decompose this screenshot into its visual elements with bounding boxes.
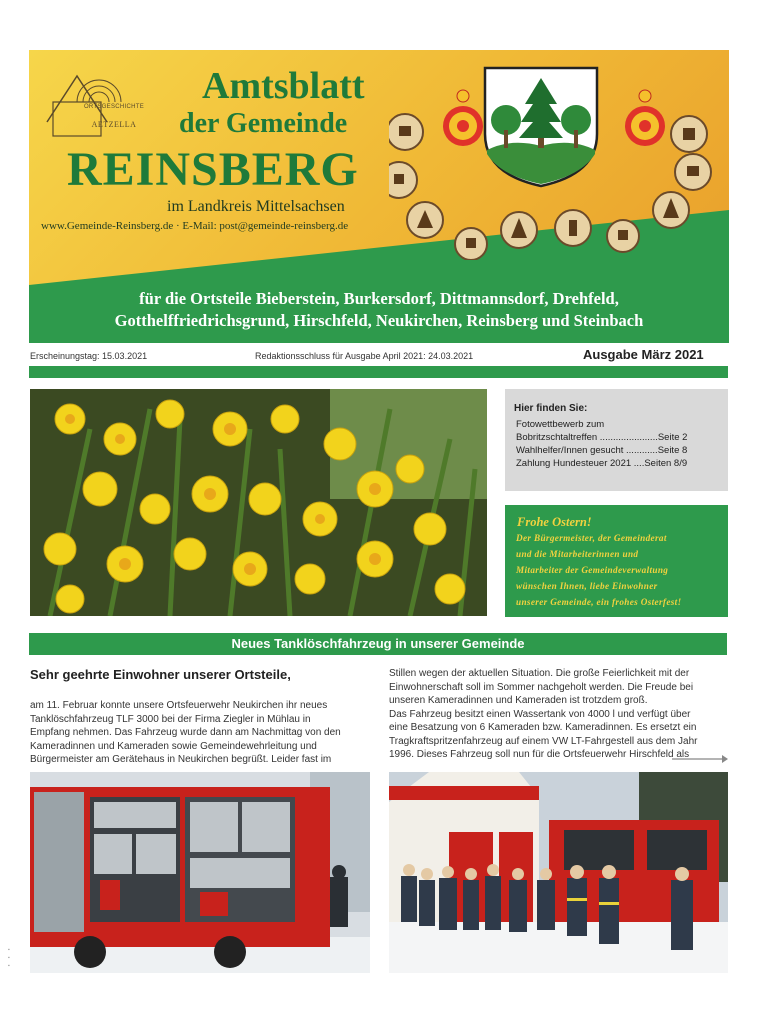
side-marker: ▪ ▪ ▪ <box>8 947 10 969</box>
contents-row: Bobritzschtaltreffen ......................Seite 2 <box>516 432 688 443</box>
daffodils-photo <box>30 389 487 616</box>
title-der-gemeinde: der Gemeinde <box>179 108 348 139</box>
districts-line-1: für die Ortsteile Bieberstein, Burkersdorf, Dittmannsdorf, Drehfeld, <box>139 289 619 308</box>
easter-title: Frohe Ostern! <box>517 515 592 529</box>
article-line: Einwohnerschaft soll im Sommer nachgeholt werden. Die Freude bei <box>389 681 694 693</box>
logo-name: AETZELLA <box>91 120 137 129</box>
article-line: Bürgermeister am Gerätehaus in Neukirchen begrüßt. Leider fast im <box>30 754 332 765</box>
article-line: am 11. Februar konnte unsere Ortsfeuerwehr Neukirchen ihr neues <box>30 700 328 711</box>
logo-subtitle: ORTSGESCHICHTE <box>83 104 145 110</box>
districts-list <box>29 288 729 332</box>
article-line: Kameradinnen und Kameraden sowie Gemeindewehrleitung und <box>30 740 317 752</box>
easter-line: Mitarbeiter der Gemeindeverwaltung <box>516 565 669 575</box>
article-line: Stillen wegen der aktuellen Situation. Die große Feierlichkeit mit der <box>389 668 690 679</box>
article-line: Empfang nehmen. Das Fahrzeug wurde dann am Nachmittag von den <box>30 727 341 738</box>
municipality-title: REINSBERG <box>67 143 359 196</box>
fire-station-group-photo <box>389 772 728 973</box>
easter-line: Der Bürgermeister, der Gemeinderat <box>516 533 667 543</box>
masthead <box>29 50 729 343</box>
contents-title: Hier finden Sie: <box>514 403 588 414</box>
fire-engine-equipment-photo <box>30 772 370 973</box>
article-line: 1996. Dieses Fahrzeug soll nun für die Ortsfeuerwehr Hirschfeld als <box>389 749 690 760</box>
districts-line-2: Gotthelffriedrichsgrund, Hirschfeld, Neukirchen, Reinsberg und Steinbach <box>114 311 644 330</box>
article-headline: Neues Tanklöschfahrzeug in unserer Gemeinde <box>231 636 525 651</box>
district-subtitle: im Landkreis Mittelsachsen <box>167 198 345 215</box>
article-line: Das Fahrzeug besitzt einen Wassertank von 4000 l und verfügt über <box>389 708 691 720</box>
ortsgeschichte-logo <box>43 62 153 144</box>
contents-row: Zahlung Hundesteuer 2021 ....Seiten 8/9 <box>516 458 688 469</box>
contents-row: Fotowettbewerb zum <box>516 419 605 430</box>
divider-bar <box>29 366 728 378</box>
publication-date: Erscheinungstag: 15.03.2021 <box>30 351 148 361</box>
contents-row: Wahlhelfer/Innen gesucht ............Seite 8 <box>516 445 688 456</box>
article-line: Tanklöschfahrzeug TLF 3000 bei der Firma Ziegler in Mühlau in <box>30 713 311 725</box>
easter-line: unserer Gemeinde, ein frohes Osterfest! <box>516 597 682 607</box>
article-greeting: Sehr geehrte Einwohner unserer Ortsteile, <box>30 667 291 682</box>
editorial-deadline: Redaktionsschluss für Ausgabe April 2021: 24.03.2021 <box>255 351 474 361</box>
article-line: unseren Kameradinnen und Kameraden ist trotzdem groß. <box>389 695 648 706</box>
village-medallions <box>389 110 729 260</box>
title-amtsblatt: Amtsblatt <box>202 65 365 107</box>
contact-line: www.Gemeinde-Reinsberg.de · E-Mail: post@gemeinde-reinsberg.de <box>41 220 349 232</box>
edition-label: Ausgabe März 2021 <box>583 347 704 362</box>
article-line: Tragkraftspritzenfahrzeug auf einem VW LT-Fahrgestell aus dem Jahr <box>389 735 698 747</box>
easter-line: und die Mitarbeiterinnen und <box>516 549 639 559</box>
article-line: eine Besatzung von 6 Kameraden bzw. Kameradinnen. Es ersetzt ein <box>389 722 697 733</box>
easter-line: wünschen Ihnen, liebe Einwohner <box>516 581 658 591</box>
continue-arrow-icon <box>672 754 728 764</box>
